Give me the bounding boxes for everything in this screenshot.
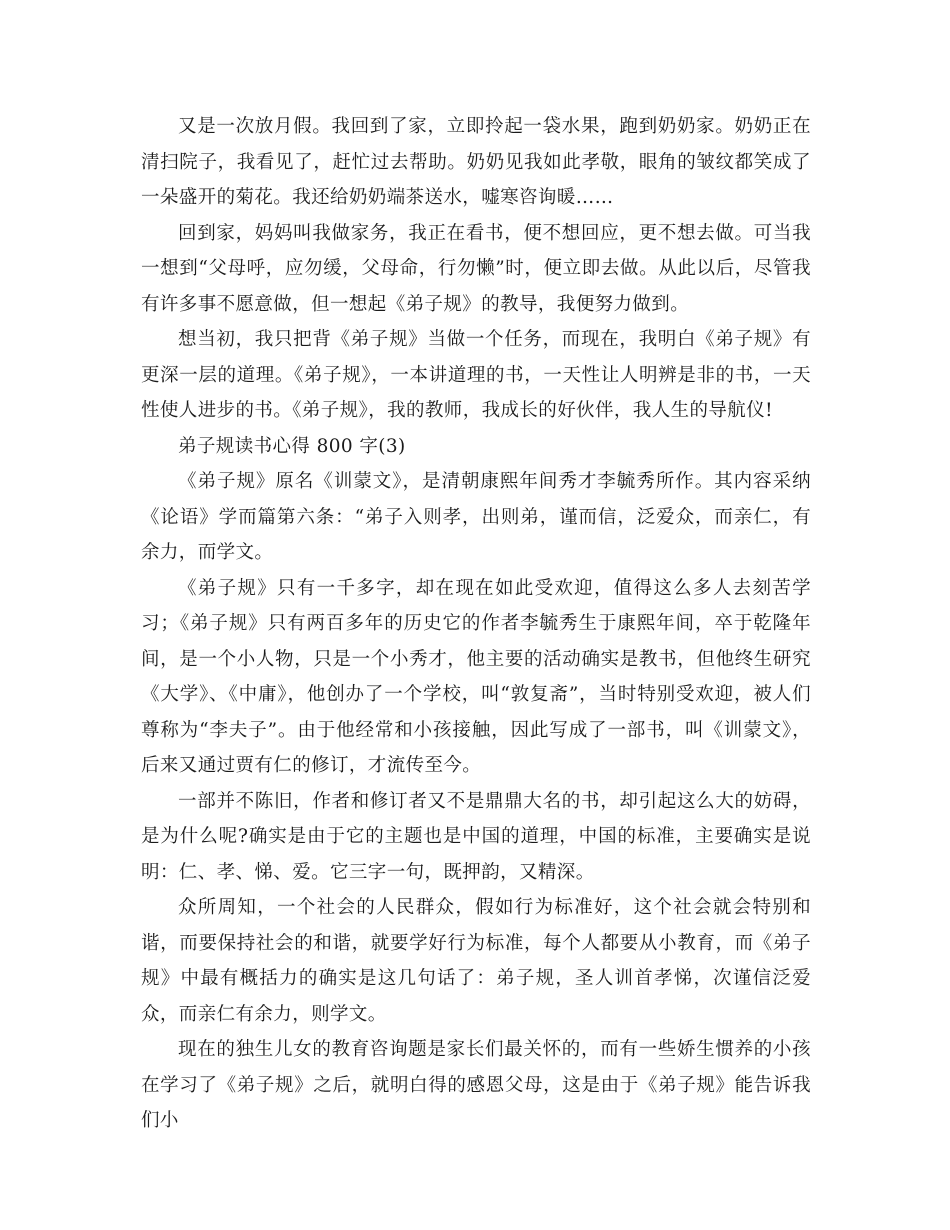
paragraph: 《弟子规》只有一千多字，却在现在如此受欢迎，值得这么多人去刻苦学习；《弟子规》只有两百多年的历史它的作者李毓秀生于康熙年间，卒于乾隆年间，是一个小人物，只是一个小秀才，他主要的活动确实是教书，但他终生研究《大学》、《中庸》，他创办了一个学校，叫“敦复斋”，当时特别受欢迎，被人们尊称为“李夫子”。由于他经常和小孩接触，因此写成了一部书，叫《训蒙文》，后来又通过贾有仁的修订，才流传至今。 [141, 577, 811, 776]
document-body [141, 109, 811, 1139]
paragraph: 众所周知，一个社会的人民群众，假如行为标准好，这个社会就会特别和谐，而要保持社会的和谐，就要学好行为标准，每个人都要从小教育，而《弟子规》中最有概括力的确实是这几句话了：弟子规，圣人训首孝悌，次谨信泛爱众，而亲仁有余力，则学文。 [141, 897, 811, 1025]
paragraph: 一部并不陈旧，作者和修订者又不是鼎鼎大名的书，却引起这么大的妨碍，是为什么呢?确实是由于它的主题也是中国的道理，中国的标准，主要确实是说明：仁、孝、悌、爱。它三字一句，既押韵，又精深。 [141, 790, 811, 883]
paragraph: 又是一次放月假。我回到了家，立即拎起一袋水果，跑到奶奶家。奶奶正在清扫院子，我看见了，赶忙过去帮助。奶奶见我如此孝敬，眼角的皱纹都笑成了一朵盛开的菊花。我还给奶奶端茶送水，嘘寒咨询暖…… [141, 116, 811, 208]
paragraph: 《弟子规》原名《训蒙文》，是清朝康熙年间秀才李毓秀所作。其内容采纳《论语》学而篇第六条：“弟子入则孝，出则弟，谨而信，泛爱众，而亲仁，有余力，而学文。 [141, 471, 811, 563]
paragraph: 回到家，妈妈叫我做家务，我正在看书，便不想回应，更不想去做。可当我一想到“父母呼，应勿缓，父母命，行勿懒”时，便立即去做。从此以后，尽管我有许多事不愿意做，但一想起《弟子规》的教导，我便努力做到。 [141, 222, 811, 315]
section-title: 弟子规读书心得 800 字(3) [178, 435, 406, 457]
paragraph: 现在的独生儿女的教育咨询题是家长们最关怀的，而有一些娇生惯养的小孩在学习了《弟子规》之后，就明白得的感恩父母，这是由于《弟子规》能告诉我们小 [141, 1039, 811, 1131]
paragraph: 想当初，我只把背《弟子规》当做一个任务，而现在，我明白《弟子规》有更深一层的道理。《弟子规》，一本讲道理的书，一天性让人明辨是非的书，一天性使人进步的书。《弟子规》，我的教师，我成长的好伙伴，我人生的导航仪! [141, 329, 811, 421]
